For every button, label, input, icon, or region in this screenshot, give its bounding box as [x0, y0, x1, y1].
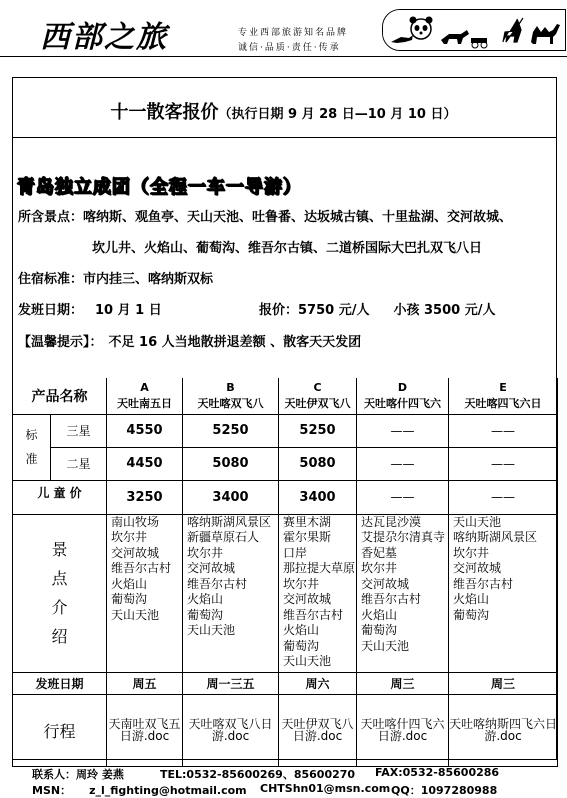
depart-row [18, 299, 162, 318]
spots-line1: 喀纳斯、观鱼亭、天山天池、吐鲁番、达坂城古镇、十里盐湖、交河故城、 [83, 210, 513, 225]
doc-file-name[interactable]: 天南吐双飞五日游.doc [108, 717, 181, 743]
spot-item: 葡萄沟 [361, 623, 398, 637]
three-star-row [13, 414, 558, 447]
panda-icon [410, 17, 433, 40]
spot-item: 火焰山 [111, 576, 148, 591]
column-a-header: A 天吐南五日 [107, 378, 183, 414]
spot-item: 坎尔井 [361, 561, 398, 575]
animals-illustration [383, 10, 565, 50]
hotel-label: 住宿标准： [18, 272, 84, 287]
tel-text: TEL:0532-85600269、85600270 [160, 768, 356, 781]
standard-label: 标 准 [13, 414, 51, 480]
price-cell: 3400 [183, 480, 279, 514]
msn-label: MSN： [32, 784, 72, 797]
spot-item: 坎尔井 [111, 530, 148, 544]
spots-intro-label: 景 点 介 绍 [13, 514, 107, 672]
price-table [12, 378, 558, 767]
itinerary-doc-link[interactable] [357, 694, 449, 766]
slogan-line2: 诚信·品质·责任·传承 [238, 43, 341, 53]
two-star-label: 二星 [51, 447, 107, 480]
spot-item: 葡萄沟 [453, 607, 490, 622]
depart-days-label: 发班日期 [13, 672, 107, 694]
itinerary-row [13, 694, 558, 766]
spots-label: 所含景点： [18, 210, 84, 225]
spot-item: 交河故城 [187, 561, 236, 575]
depart-day-cell: 周五 [107, 672, 183, 694]
msn-address-1: z_l_fighting@hotmail.com [89, 784, 247, 797]
title-divider [12, 137, 557, 138]
spot-item: 南山牧场 [111, 514, 160, 529]
price-label: 报价： [259, 303, 299, 318]
spot-item: 达瓦昆沙漠 [361, 514, 422, 529]
page-title [0, 98, 567, 124]
spot-item: 交河故城 [361, 576, 410, 591]
tip-label: 【温馨提示】： [18, 335, 103, 350]
itinerary-label: 行程 [13, 694, 107, 766]
spots-list-c [279, 514, 357, 672]
depart-day-cell: 周六 [279, 672, 357, 694]
spots-list-d [357, 514, 449, 672]
spot-item: 赛里木湖 [283, 514, 332, 529]
spots-line2: 坎儿井、火焰山、葡萄沟、维吾尔古镇、二道桥国际大巴扎双飞八日 [92, 241, 483, 256]
doc-file-name[interactable]: 天吐喀什四飞六日游.doc [360, 717, 445, 743]
doc-file-name[interactable]: 天吐喀纳斯四飞六日游.doc [449, 717, 558, 743]
spot-item: 口岸 [283, 545, 308, 560]
page-header [0, 0, 567, 62]
fax-text: FAX:0532-85600286 [375, 766, 500, 779]
price-cell: 4450 [107, 447, 183, 480]
spot-item: 天山天池 [187, 623, 236, 637]
hotel-value: 市内挂三、喀纳斯双标 [83, 272, 214, 287]
price-row [259, 299, 495, 318]
price-cell: 5080 [183, 447, 279, 480]
price-cell: 4550 [107, 414, 183, 447]
column-e-header: E 天吐喀四飞六日 [449, 378, 558, 414]
depart-value: 10 月 1 日 [95, 303, 162, 318]
title-main: 十一散客报价 [110, 102, 219, 123]
spot-item: 火焰山 [361, 607, 398, 622]
title-period: （执行日期 9 月 28 日—10 月 10 日） [218, 107, 457, 122]
animals-banner [382, 9, 566, 51]
price-cell: 5250 [183, 414, 279, 447]
price-cell: —— [357, 480, 449, 514]
price-cell: —— [357, 414, 449, 447]
spot-item: 喀纳斯湖风景区 [187, 514, 272, 529]
spot-item: 维吾尔古村 [453, 576, 514, 591]
itinerary-doc-link[interactable] [449, 694, 558, 766]
spot-item: 维吾尔古村 [361, 592, 422, 606]
msn-line [32, 782, 247, 798]
price-cell: 3250 [107, 480, 183, 514]
spot-item: 天山天池 [453, 514, 502, 529]
spot-item: 火焰山 [187, 592, 224, 606]
contact-line [32, 766, 124, 782]
spot-item: 霍尔果斯 [283, 530, 332, 544]
doc-file-name[interactable]: 天吐喀双飞八日游.doc [188, 717, 273, 743]
spot-item: 维吾尔古村 [111, 561, 172, 575]
product-label: 产品名称 [13, 378, 107, 414]
spots-list-e [449, 514, 558, 672]
msn-address-2: CHTShn01@msn.com [260, 782, 391, 795]
price-cell: 3400 [279, 480, 357, 514]
spots-row [18, 206, 512, 225]
hotel-row [18, 268, 213, 287]
spots-intro-row [13, 514, 558, 672]
itinerary-doc-link[interactable] [107, 694, 183, 766]
tip-row [18, 331, 361, 350]
spot-item: 坎尔井 [283, 576, 320, 591]
spot-item: 天山天池 [283, 654, 332, 668]
spot-item: 喀纳斯湖风景区 [453, 530, 538, 544]
spot-item: 新疆草原石人 [187, 530, 260, 544]
itinerary-doc-link[interactable] [183, 694, 279, 766]
column-c-header: C 天吐伊双飞八 [279, 378, 357, 414]
table-header-row [13, 378, 558, 414]
doc-file-name[interactable]: 天吐伊双飞八日游.doc [281, 717, 354, 743]
column-d-header: D 天吐喀什四飞六 [357, 378, 449, 414]
slogan-line1: 专业西部旅游知名品牌 [238, 28, 349, 38]
spot-item: 葡萄沟 [283, 638, 320, 653]
depart-day-cell: 周一三五 [183, 672, 279, 694]
price-cell: —— [449, 447, 558, 480]
spot-item: 坎尔井 [453, 545, 490, 560]
price-cell: —— [357, 447, 449, 480]
spot-item: 天山天池 [361, 638, 410, 653]
price-cell: 5080 [279, 447, 357, 480]
spot-item: 坎尔井 [187, 545, 224, 560]
depart-day-cell: 周三 [449, 672, 558, 694]
spot-item: 火焰山 [283, 623, 320, 637]
depart-days-row [13, 672, 558, 694]
spot-item: 交河故城 [111, 545, 160, 560]
child-label: 儿 童 价 [13, 480, 107, 514]
spot-item: 葡萄沟 [111, 592, 148, 606]
spot-item: 维吾尔古村 [187, 576, 248, 591]
tour-name: 青岛独立成团（全程一车一导游） [17, 177, 302, 198]
qq-text: QQ：1097280988 [391, 784, 498, 797]
spot-item: 那拉提大草原 [283, 561, 356, 575]
spots-list-b [183, 514, 279, 672]
price-cell: —— [449, 480, 558, 514]
spot-item: 天山天池 [111, 607, 160, 622]
child-price-row [13, 480, 558, 514]
depart-day-cell: 周三 [357, 672, 449, 694]
company-logo: 西部之旅 [40, 20, 168, 55]
header-rule [0, 56, 567, 57]
spot-item: 维吾尔古村 [283, 607, 344, 622]
spot-item: 葡萄沟 [187, 607, 224, 622]
depart-label: 发班日期： [18, 303, 84, 318]
spot-item: 交河故城 [453, 561, 502, 575]
price-cell: 5250 [279, 414, 357, 447]
price-cell: —— [449, 414, 558, 447]
spots-list-a [107, 514, 183, 672]
contact-names: 周玲 姜燕 [76, 768, 124, 781]
itinerary-doc-link[interactable] [279, 694, 357, 766]
three-star-label: 三星 [51, 414, 107, 447]
spot-item: 交河故城 [283, 592, 332, 606]
spot-item: 火焰山 [453, 592, 490, 606]
price-adult: 5750 元/人 [298, 303, 370, 318]
contact-label: 联系人： [32, 768, 76, 781]
two-star-row [13, 447, 558, 480]
spot-item: 香妃墓 [361, 545, 398, 560]
tip-value: 不足 16 人当地散拼退差额 、散客天天发团 [108, 335, 362, 350]
spot-item: 艾提尕尔清真寺 [361, 530, 446, 544]
price-child: 小孩 3500 元/人 [393, 303, 496, 318]
column-b-header: B 天吐喀双飞八 [183, 378, 279, 414]
